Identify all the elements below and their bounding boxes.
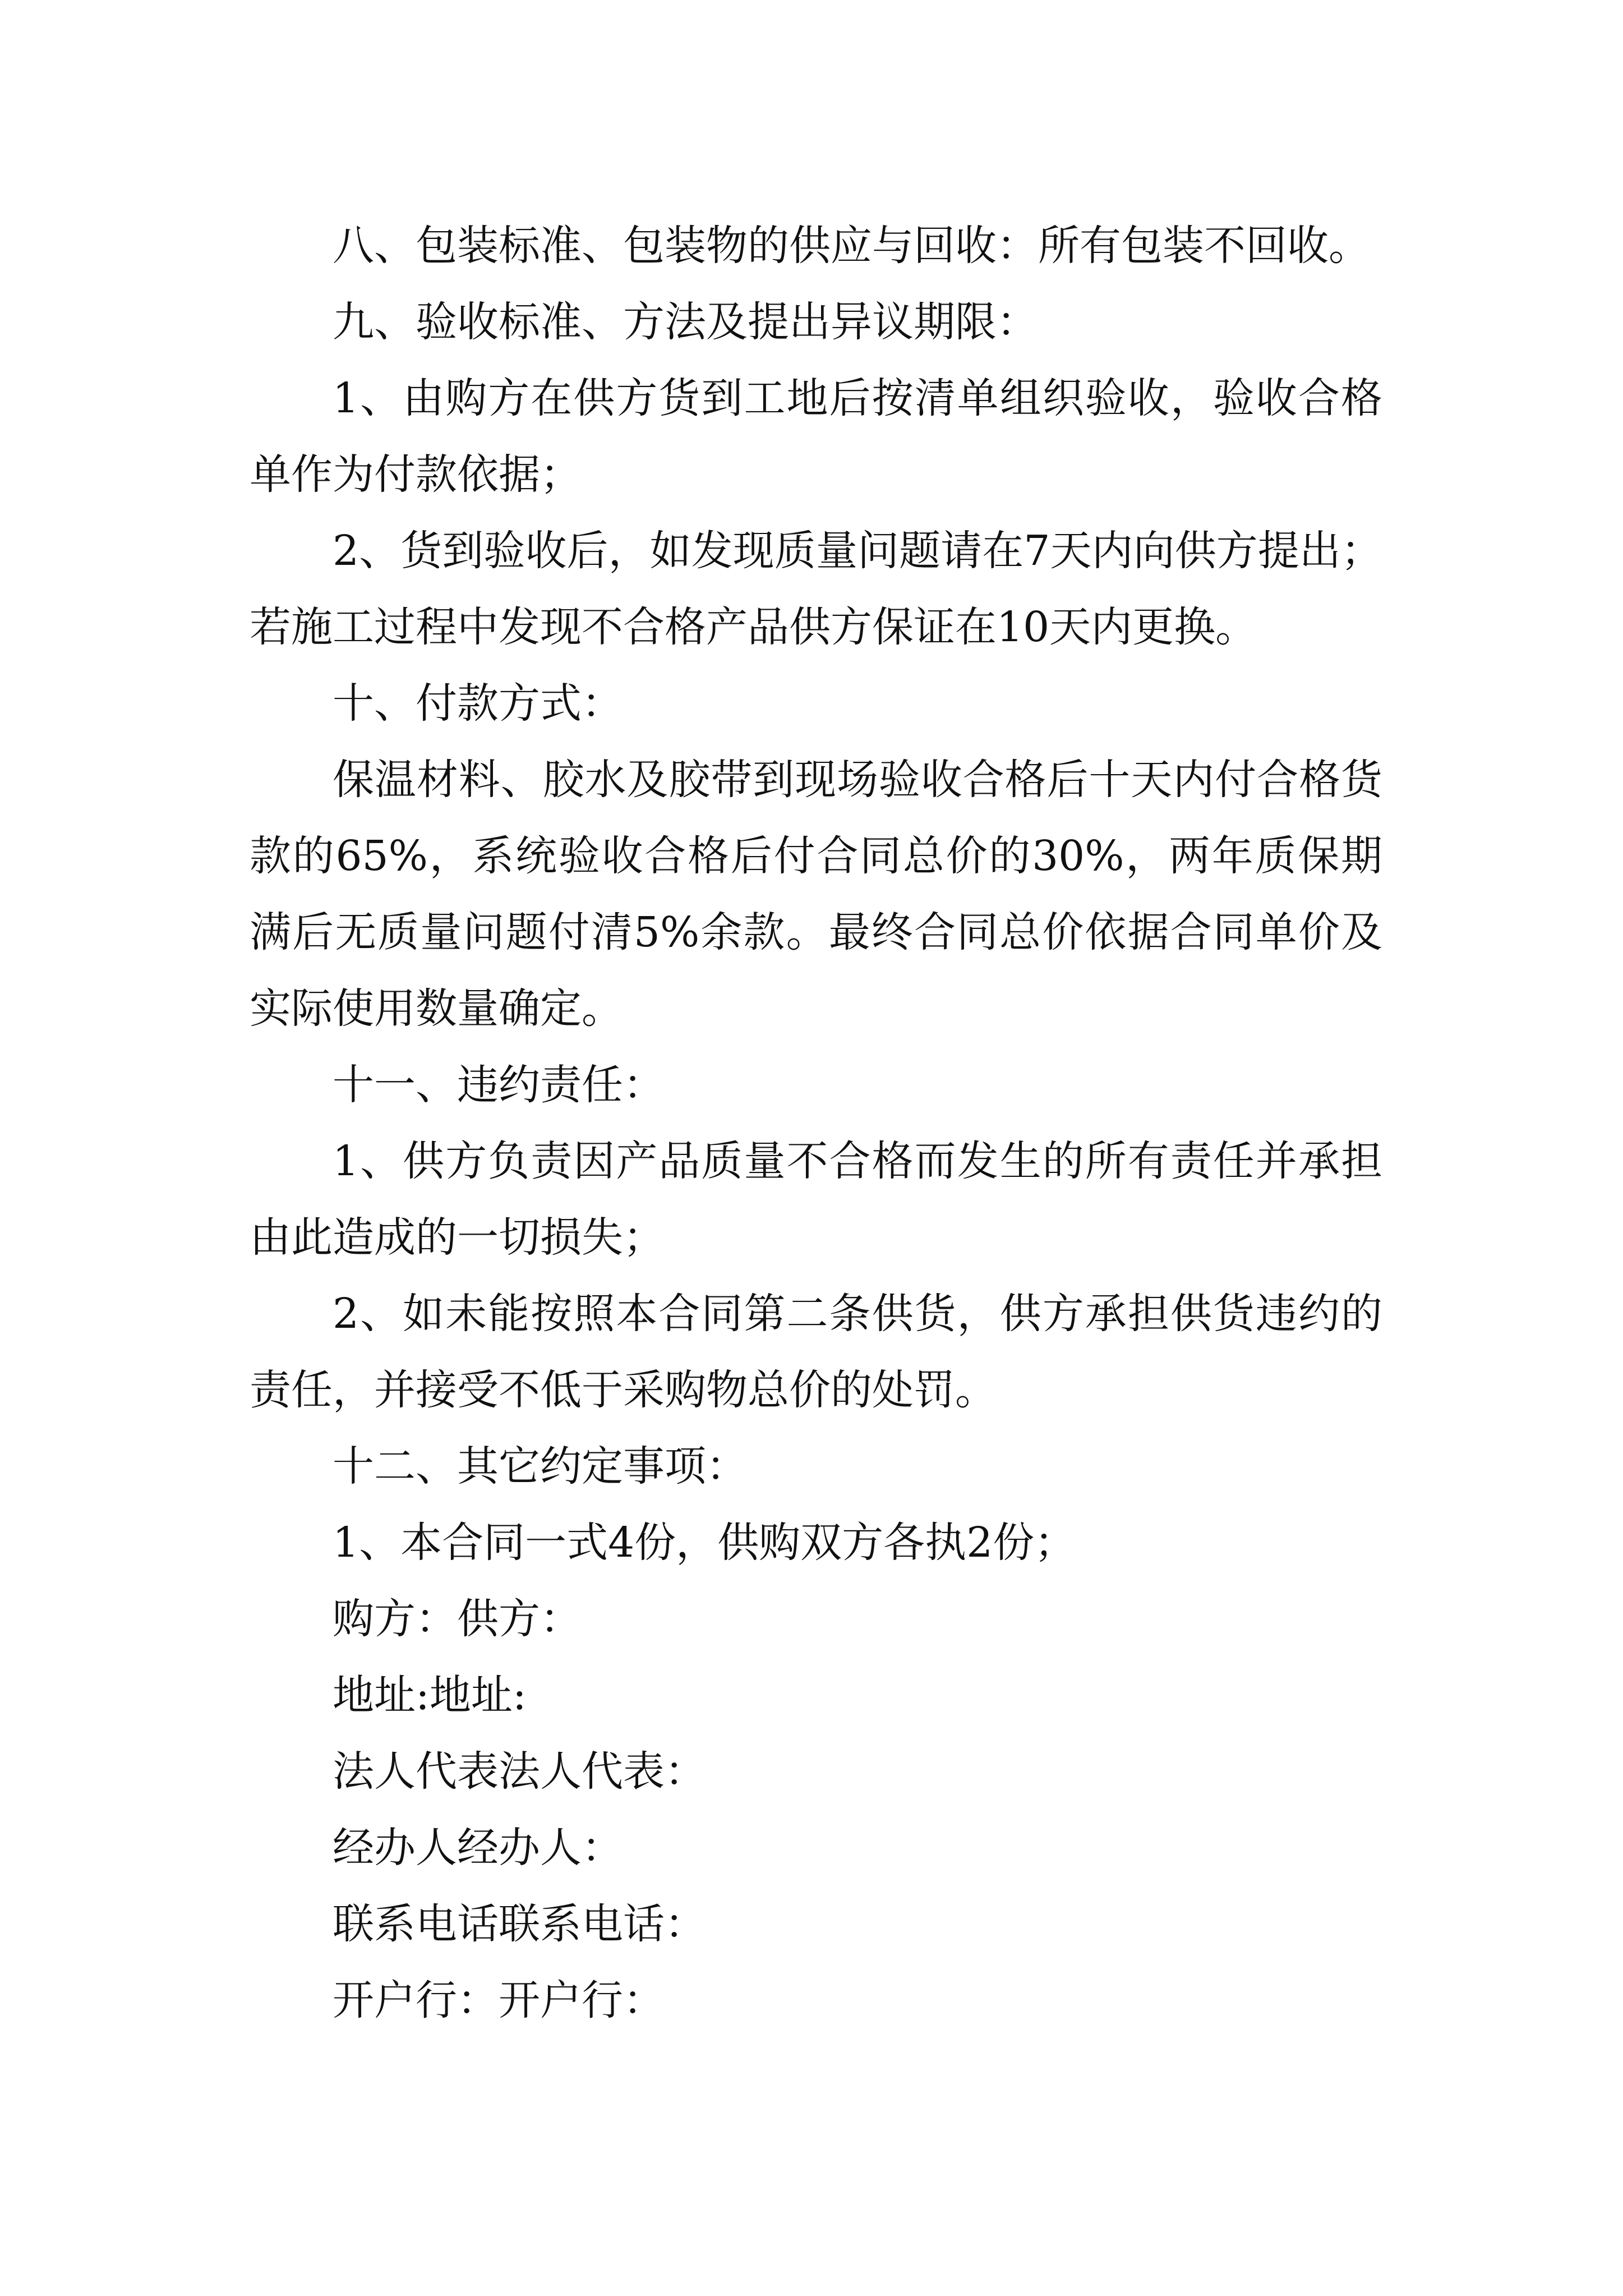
liability-item-1: 1、供方负责因产品质量不合格而发生的所有责任并承担由此造成的一切损失； — [250, 1137, 1382, 1262]
signature-legal-rep: 法人代表法人代表： — [333, 1747, 706, 1796]
acceptance-item-1: 1、由购方在供方货到工地后按清单组织验收，验收合格单作为付款依据； — [250, 374, 1382, 499]
payment-terms: 保温材料、胶水及胶带到现场验收合格后十天内付合格货款的65%，系统验收合格后付合同总价的30%，两年质保期满后无质量问题付清5%余款。最终合同总价依据合同单价及实际使用数量确定。 — [250, 756, 1382, 1033]
liability-item-2: 2、如未能按照本合同第二条供货，供方承担供货违约的责任，并接受不低于采购物总价的处罚。 — [250, 1290, 1382, 1414]
other-item-1: 1、本合同一式4份，供购双方各执2份； — [333, 1519, 1076, 1567]
signature-agent: 经办人经办人： — [333, 1824, 623, 1872]
clause-packaging: 八、包装标准、包装物的供应与回收：所有包装不回收。 — [333, 222, 1370, 270]
clause-other-heading: 十二、其它约定事项： — [333, 1442, 748, 1490]
clause-payment-heading: 十、付款方式： — [333, 679, 623, 728]
clause-liability-heading: 十一、违约责任： — [333, 1061, 665, 1109]
signature-address: 地址:地址: — [333, 1671, 527, 1719]
signature-parties: 购方：供方： — [333, 1595, 582, 1643]
contract-text — [250, 208, 1382, 2039]
signature-bank: 开户行：开户行： — [333, 1976, 665, 2024]
clause-acceptance-heading: 九、验收标准、方法及提出异议期限： — [333, 298, 1038, 346]
acceptance-item-2: 2、货到验收后，如发现质量问题请在7天内向供方提出；若施工过程中发现不合格产品供方保证在10天内更换。 — [250, 527, 1382, 651]
signature-phone: 联系电话联系电话： — [333, 1900, 706, 1948]
